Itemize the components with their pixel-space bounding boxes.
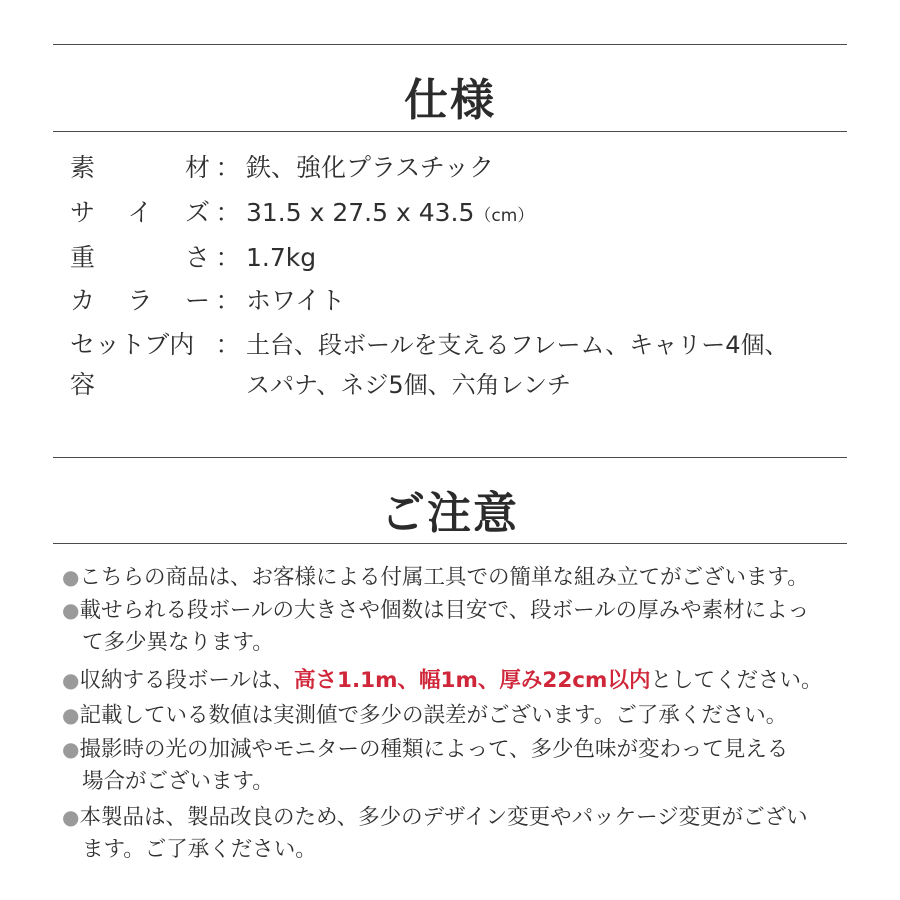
- bullet-icon: ●: [62, 598, 80, 622]
- notice-item: ●載せられる段ボールの大きさや個数は目安で、段ボールの厚みや素材によっ て多少異なります。: [62, 598, 810, 655]
- notice-item: ●撮影時の光の加減やモニターの種類によって、多少色味が変わって見える 場合がございます。: [62, 737, 789, 794]
- notice-item: ●こちらの商品は、お客様による付属工具での簡単な組み立てがございます。: [62, 565, 809, 590]
- spec-label-contents: セットブ内容: [70, 330, 195, 399]
- spec-top-rule: [53, 44, 847, 45]
- notice-top-rule: [53, 457, 847, 458]
- spec-value-color: ホワイト: [246, 286, 346, 315]
- bullet-icon: ●: [62, 805, 80, 829]
- spec-row-contents: セットブ内容 ： 土台、段ボールを支えるフレーム、キャリー4個、 スパナ、ネジ5個、六角レンチ: [70, 325, 860, 405]
- notice-title: ご注意: [381, 488, 519, 539]
- notice-bottom-rule: [53, 543, 847, 544]
- spec-value-weight: 1.7kg: [246, 243, 317, 272]
- notice-item: ●本製品は、製品改良のため、多少のデザイン変更やパッケージ変更がござい ます。ご了承ください。: [62, 805, 808, 862]
- spec-row-size: サ イ ズ ： 31.5 x 27.5 x 43.5（cm）: [70, 193, 860, 236]
- spec-value-contents: 土台、段ボールを支えるフレーム、キャリー4個、 スパナ、ネジ5個、六角レンチ: [246, 331, 789, 399]
- bullet-icon: ●: [62, 737, 80, 761]
- notice-item: ●記載している数値は実測値で多少の誤差がございます。ご了承ください。: [62, 703, 788, 728]
- spec-row-material: 素 材 ： 鉄、強化プラスチック: [70, 148, 860, 188]
- bullet-icon: ●: [62, 668, 80, 692]
- spec-bottom-rule: [53, 131, 847, 132]
- spec-row-color: カ ラ ー ： ホワイト: [70, 281, 860, 321]
- size-limit-highlight: 高さ1.1m、幅1m、厚み22cm以内: [294, 668, 651, 693]
- spec-title: 仕様: [404, 75, 496, 126]
- bullet-icon: ●: [62, 703, 80, 727]
- spec-value-material: 鉄、強化プラスチック: [246, 153, 495, 182]
- bullet-icon: ●: [62, 565, 80, 589]
- spec-row-weight: 重 さ ： 1.7kg: [70, 238, 860, 278]
- spec-value-size: 31.5 x 27.5 x 43.5（cm）: [246, 198, 535, 227]
- notice-item: ●収納する段ボールは、高さ1.1m、幅1m、厚み22cm以内としてください。: [62, 668, 823, 693]
